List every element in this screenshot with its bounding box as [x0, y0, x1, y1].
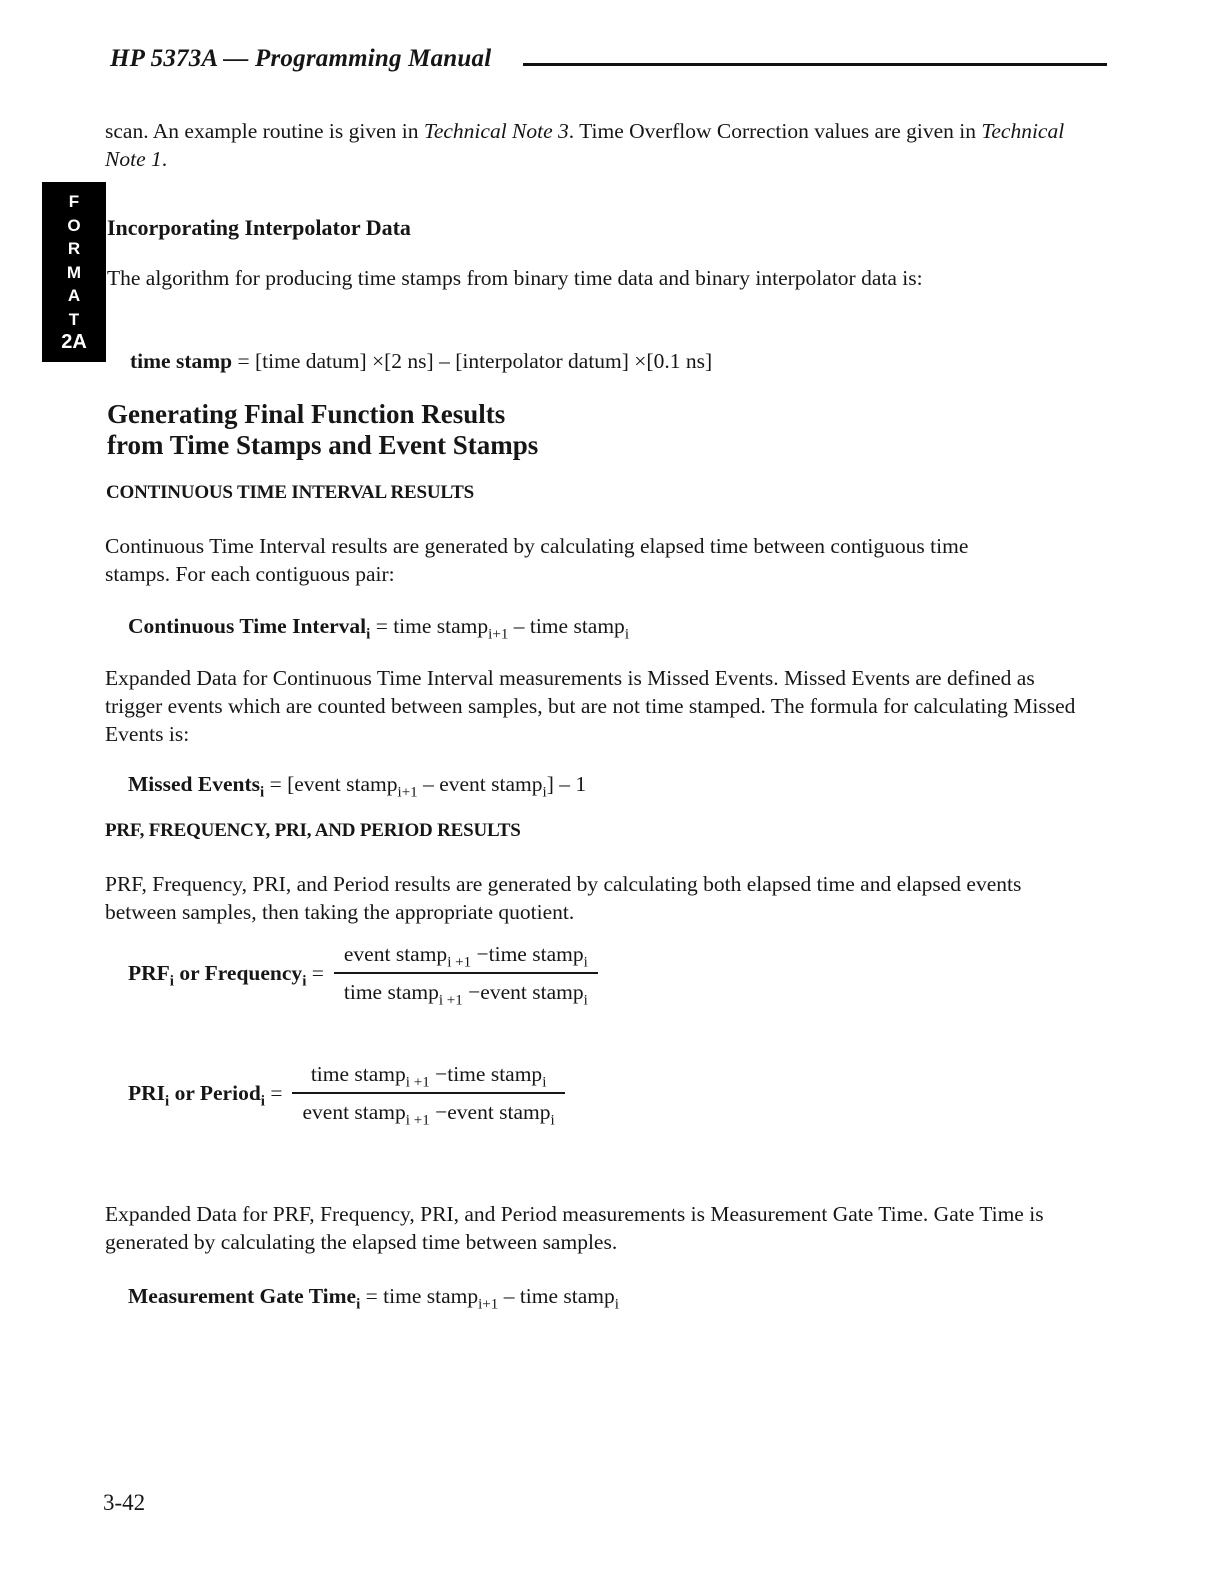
subscript: i+1	[488, 626, 509, 643]
formula-text: or Period	[169, 1081, 261, 1105]
intro-text: . Time Overflow Correction values are given in	[568, 119, 982, 143]
formula-text: −time stamp	[429, 1062, 543, 1086]
denominator	[292, 1094, 564, 1129]
formula-text: event stamp	[343, 942, 448, 966]
formula-text: = time stamp	[370, 614, 489, 638]
formula-text: time stamp	[343, 980, 439, 1004]
gate-time-formula	[128, 1282, 619, 1313]
formula-text: time stamp	[310, 1062, 406, 1086]
technical-note-3-ref: Technical Note 3	[423, 119, 569, 143]
formula-lhs: Missed Events	[128, 772, 260, 796]
tab-letter: A	[67, 286, 81, 305]
formula-lhs	[128, 959, 324, 990]
cti-paragraph: Continuous Time Interval results are generated by calculating elapsed time between contiguous time stamps. For each contiguous pair:	[105, 534, 969, 586]
fraction	[292, 1060, 564, 1129]
subscript: i	[165, 1093, 170, 1110]
section-heading-incorporating: Incorporating Interpolator Data	[107, 215, 411, 240]
subscript: i +1	[447, 954, 472, 971]
missed-events-paragraph: Expanded Data for Continuous Time Interval measurements is Missed Events. Missed Events are defined as trigger events which are counted between samples, but are not time stamped. The formula for calculating Missed Events is:	[105, 666, 1076, 746]
subscript: i	[550, 1112, 555, 1129]
subscript: i	[542, 1074, 547, 1091]
intro-text: scan. An example routine is given in	[105, 119, 424, 143]
tab-letter: F	[68, 192, 80, 211]
subscript: i	[169, 973, 174, 990]
formula-lhs: Measurement Gate Time	[128, 1284, 357, 1308]
tab-letter: R	[67, 239, 81, 258]
equals-sign: =	[306, 961, 324, 985]
formula-text: −event stamp	[429, 1100, 551, 1124]
time-stamp-formula	[130, 347, 712, 375]
formula-text: – event stamp	[417, 772, 543, 796]
formula-lhs: time stamp	[130, 349, 233, 373]
formula-lhs: Continuous Time Interval	[128, 614, 367, 638]
formula-text: = [event stamp	[264, 772, 398, 796]
gate-time-paragraph: Expanded Data for PRF, Frequency, PRI, and Period measurements is Measurement Gate Time. Gate Time is generated by calculating the elapsed time between samples.	[105, 1202, 1044, 1254]
subscript: i	[614, 1296, 619, 1313]
formula-text: −time stamp	[471, 942, 584, 966]
formula-text: −event stamp	[462, 980, 584, 1004]
denominator	[334, 974, 598, 1009]
format-tab	[42, 182, 106, 362]
formula-text: or Frequency	[173, 961, 303, 985]
subsection-heading-cti: CONTINUOUS TIME INTERVAL RESULTS	[106, 482, 474, 503]
tab-letter: M	[66, 262, 82, 282]
algorithm-paragraph: The algorithm for producing time stamps from binary time data and binary interpolator data is:	[107, 266, 923, 290]
formula-lhs	[128, 1079, 283, 1110]
intro-text: .	[161, 147, 168, 171]
formula-text: PRI	[128, 1081, 166, 1105]
subscript: i	[356, 1296, 361, 1313]
subscript: i+1	[397, 784, 418, 801]
formula-text: ] – 1	[546, 772, 587, 796]
subscript: i +1	[405, 1074, 430, 1091]
heading-line: from Time Stamps and Event Stamps	[107, 430, 539, 460]
subscript: i	[624, 626, 629, 643]
technical-note-1-ref: Technical Note 1	[105, 119, 1065, 171]
subscript: i	[366, 626, 371, 643]
tab-chapter-label: 2A	[61, 331, 87, 353]
subscript: i	[583, 954, 588, 971]
header-rule	[523, 63, 1107, 66]
prf-paragraph: PRF, Frequency, PRI, and Period results are generated by calculating both elapsed time and elapsed events between samples, then taking the appropriate quotient.	[105, 872, 1022, 924]
subscript: i+1	[478, 1296, 499, 1313]
tab-letter: O	[67, 215, 81, 235]
fraction	[334, 940, 598, 1009]
subscript: i	[260, 1093, 265, 1110]
intro-paragraph	[105, 117, 1080, 173]
prf-frequency-formula	[128, 940, 598, 1009]
formula-text: PRF	[128, 961, 170, 985]
formula-text: – time stamp	[498, 1284, 615, 1308]
formula-text: = time stamp	[360, 1284, 479, 1308]
page-number: 3-42	[103, 1490, 146, 1515]
subscript: i +1	[438, 992, 463, 1009]
section-heading-generating	[107, 399, 538, 461]
subscript: i +1	[405, 1112, 430, 1129]
subscript: i	[583, 992, 588, 1009]
heading-line: Generating Final Function Results	[107, 399, 506, 429]
cti-formula	[128, 612, 629, 643]
page-header-title: HP 5373A — Programming Manual	[110, 45, 492, 72]
subscript: i	[302, 973, 307, 990]
formula-text: – time stamp	[508, 614, 625, 638]
numerator	[334, 940, 598, 974]
missed-events-formula	[128, 770, 587, 801]
subsection-heading-prf: PRF, FREQUENCY, PRI, AND PERIOD RESULTS	[105, 820, 521, 841]
numerator	[292, 1060, 564, 1094]
subscript: i	[542, 784, 547, 801]
equals-sign: =	[264, 1081, 283, 1105]
formula-rhs: = [time datum] ×[2 ns] – [interpolator datum] ×[0.1 ns]	[232, 349, 713, 373]
formula-text: event stamp	[302, 1100, 406, 1124]
pri-period-formula	[128, 1060, 565, 1129]
subscript: i	[260, 784, 265, 801]
tab-letter: T	[68, 309, 80, 329]
